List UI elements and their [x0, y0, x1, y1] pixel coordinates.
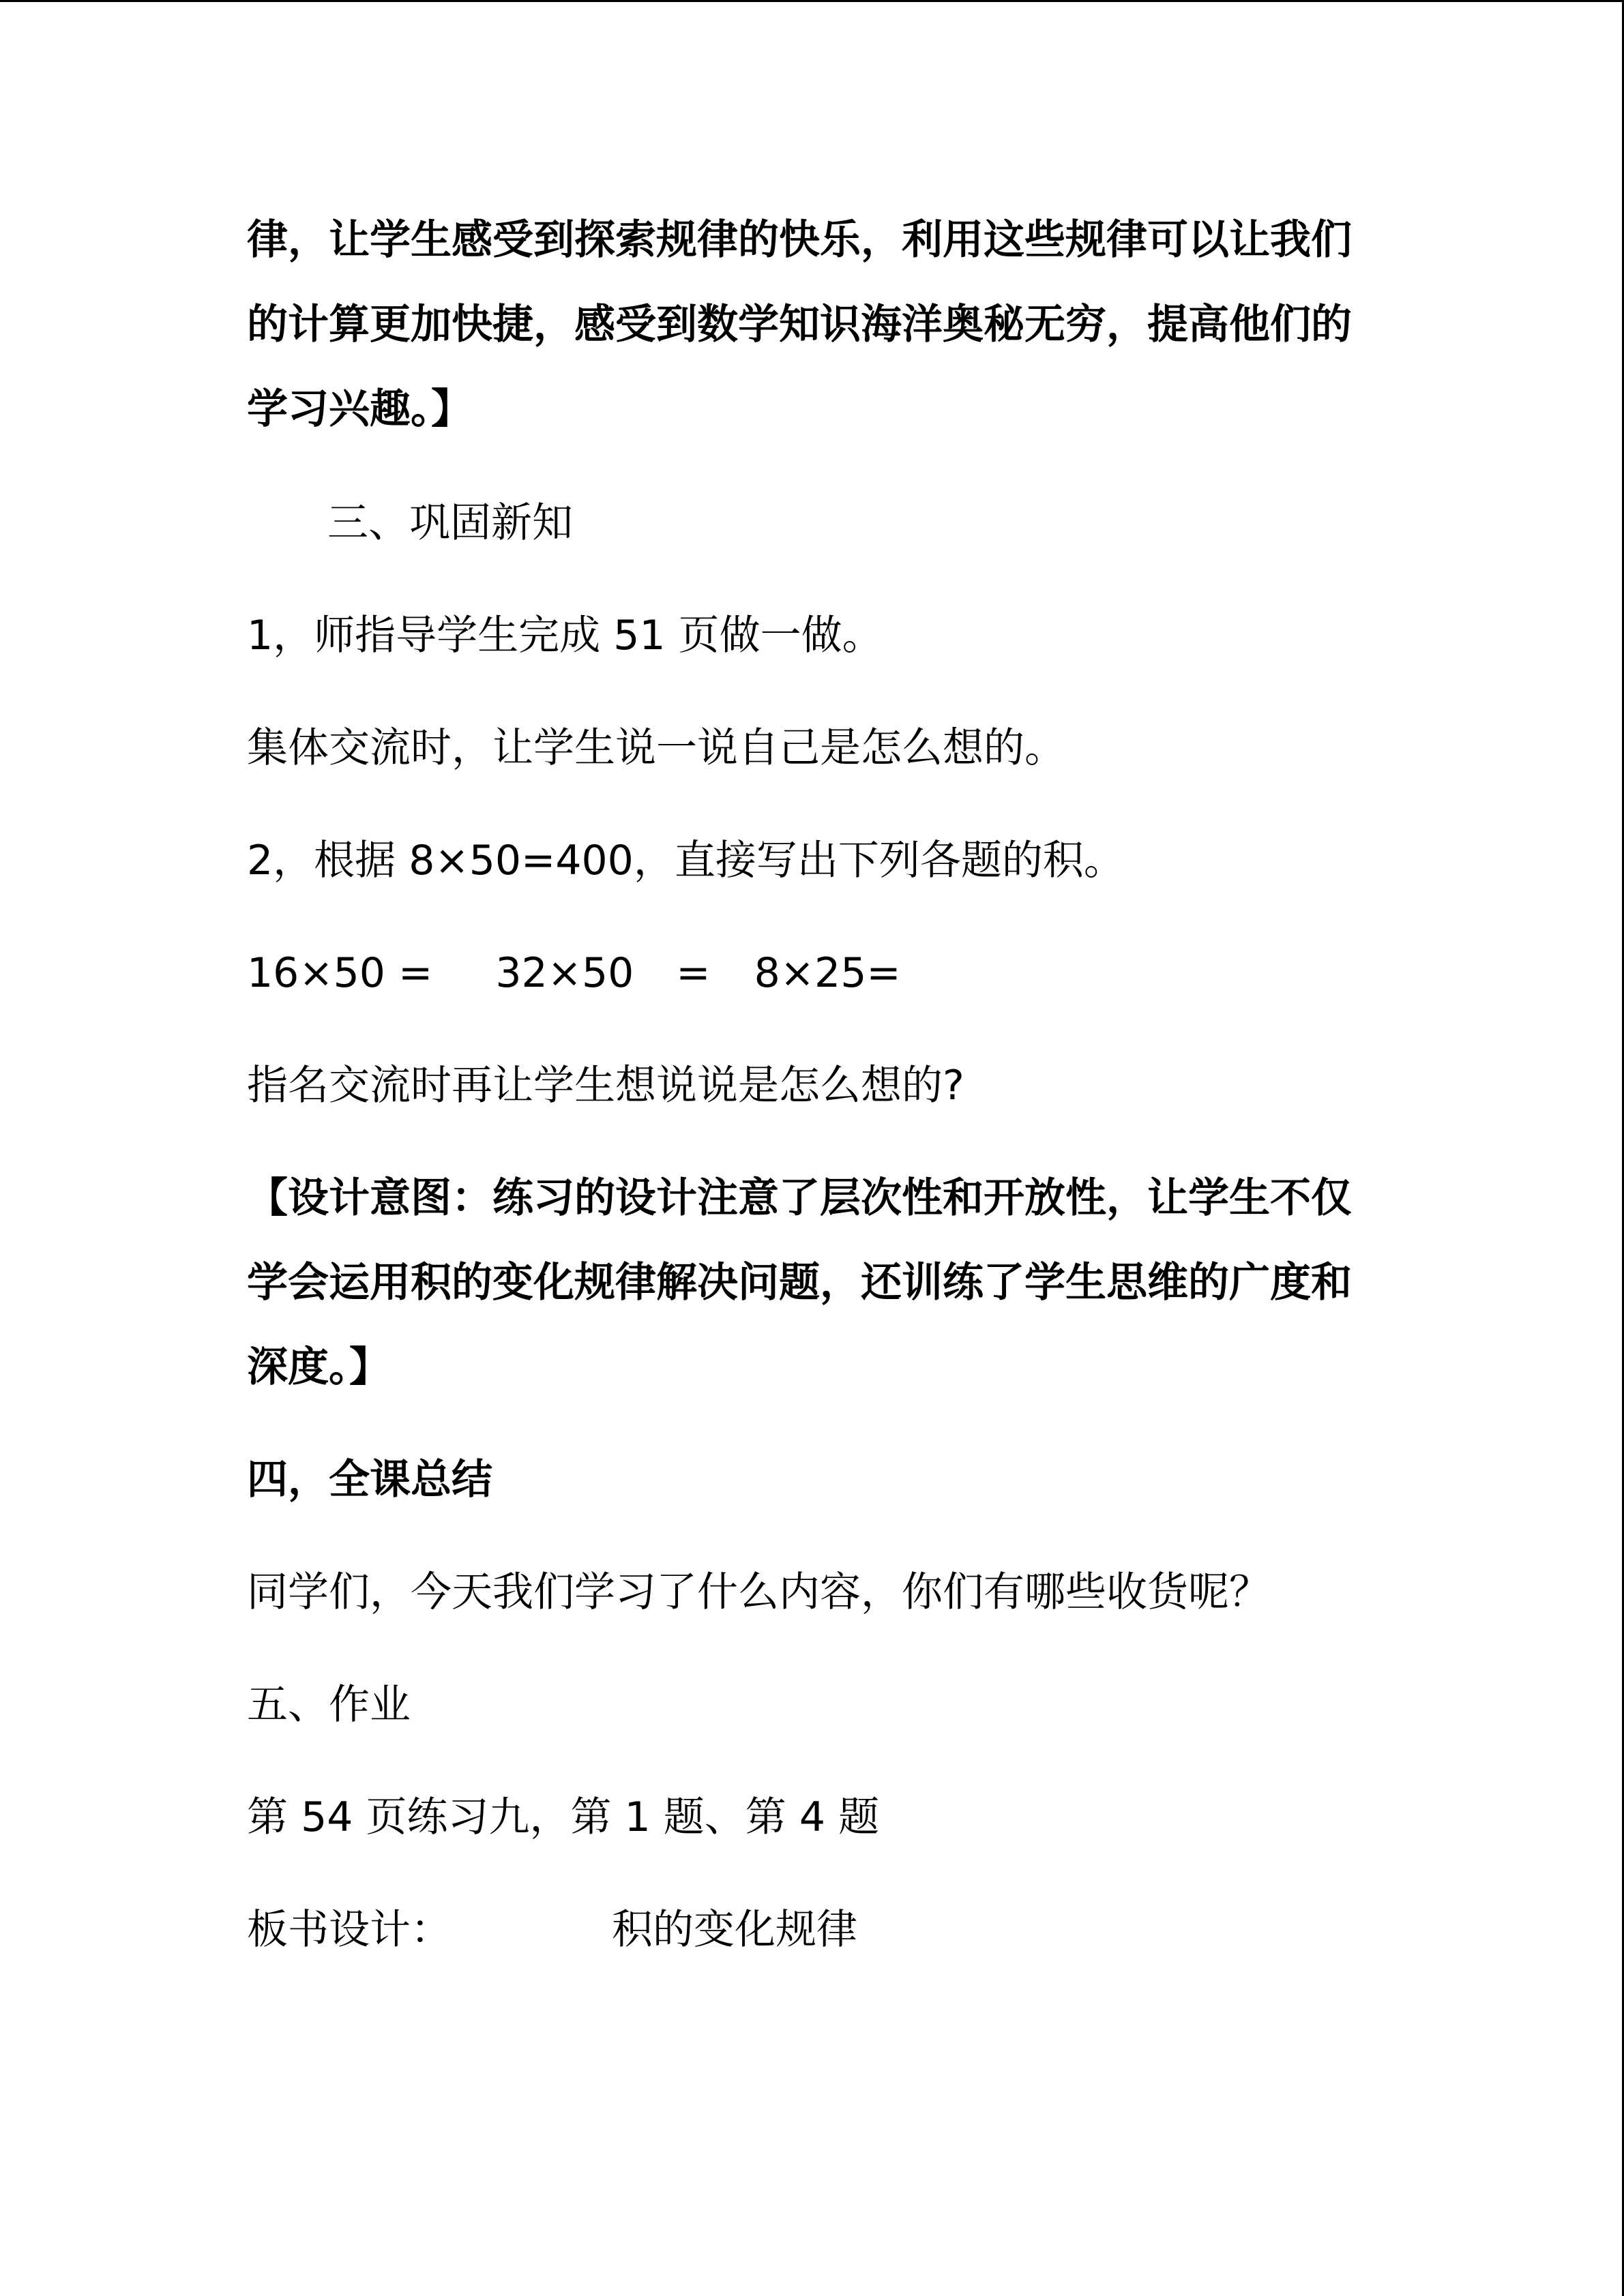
- page-top-border: [0, 0, 1624, 2]
- design-intent-line-1: 【设计意图：练习的设计注意了层次性和开放性，让学生不仅: [247, 1174, 1352, 1222]
- board-design-row: [247, 1903, 857, 1957]
- exercise-2-line: 2，根据 8×50=400，直接写出下列各题的积。: [247, 837, 1125, 884]
- summary-question: 同学们，今天我们学习了什么内容，你们有哪些收货呢？: [247, 1568, 1270, 1616]
- section-heading-consolidate: 三、巩固新知: [327, 499, 573, 547]
- board-design-label: 板书设计：: [247, 1906, 452, 1954]
- exercise-1-line: 1，师指导学生完成 51 页做一做。: [247, 612, 883, 659]
- section-heading-summary: 四，全课总结: [247, 1456, 492, 1504]
- section-heading-homework: 五、作业: [247, 1681, 411, 1729]
- board-design-title: 积的变化规律: [612, 1906, 857, 1954]
- paragraph-line-1: 律，让学生感受到探索规律的快乐，利用这些规律可以让我们: [247, 216, 1352, 264]
- equations-row: [247, 946, 901, 1000]
- equation-2: 32×50: [495, 949, 634, 997]
- equation-2-equals: =: [676, 949, 711, 997]
- equation-1: 16×50 =: [247, 949, 433, 997]
- share-line: 指名交流时再让学生想说说是怎么想的?: [247, 1062, 964, 1109]
- discussion-line: 集体交流时，让学生说一说自己是怎么想的。: [247, 724, 1065, 772]
- design-intent-line-3: 深度。】: [247, 1343, 390, 1391]
- equation-3: 8×25=: [754, 949, 901, 997]
- paragraph-line-2: 的计算更加快捷，感受到数学知识海洋奥秘无穷，提高他们的: [247, 301, 1352, 348]
- paragraph-line-3: 学习兴趣。】: [247, 385, 472, 433]
- homework-line: 第 54 页练习九，第 1 题、第 4 题: [247, 1793, 880, 1841]
- design-intent-line-2: 学会运用积的变化规律解决问题，还训练了学生思维的广度和: [247, 1259, 1352, 1307]
